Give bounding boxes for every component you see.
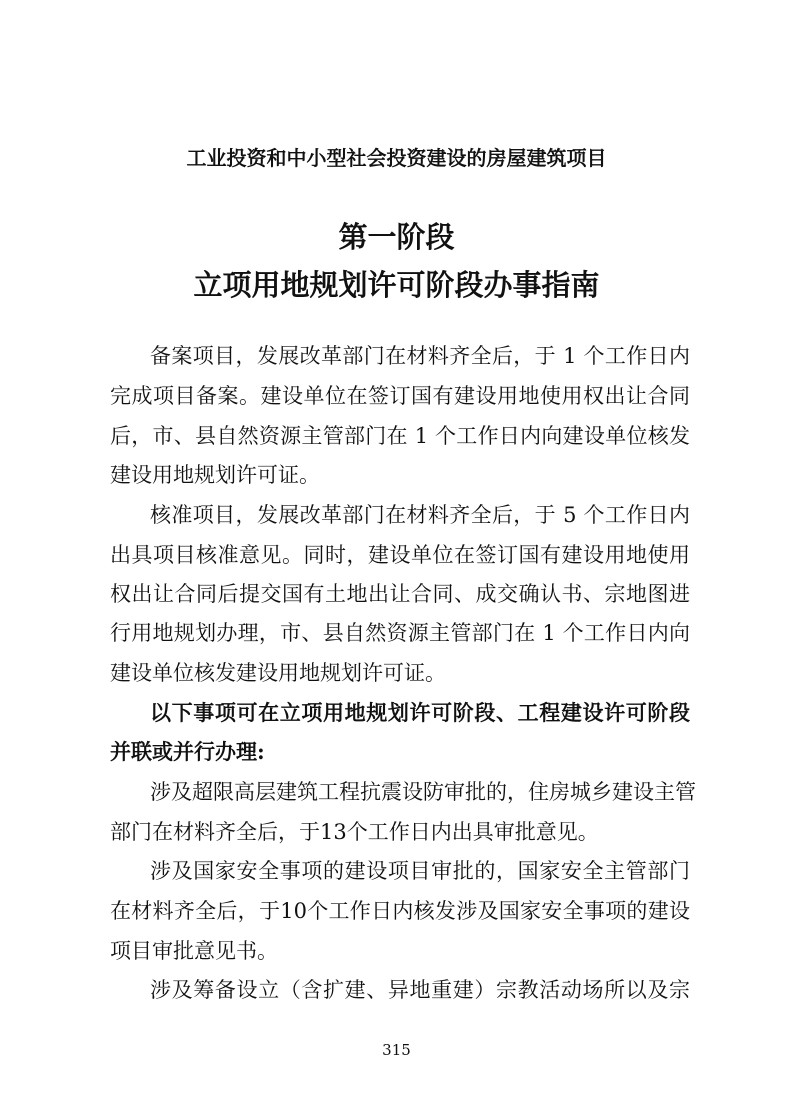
paragraph-2-line-3: 权出让合同后提交国有土地出让合同、成交确认书、宗地图进 (110, 582, 690, 606)
stage-subtitle: 立项用地规划许可阶段办事指南 (193, 268, 600, 302)
paragraph-1-line-1: 备案项目，发展改革部门在材料齐全后，于 1 个工作日内 (150, 344, 690, 368)
paragraph-4-line-2: 在材料齐全后，于10个工作日内核发涉及国家安全事项的建设 (110, 899, 690, 923)
paragraph-3-line-1: 涉及超限高层建筑工程抗震设防审批的，住房城乡建设主管 (150, 780, 696, 804)
paragraph-2-line-4: 行用地规划办理，市、县自然资源主管部门在 1 个工作日内向 (110, 621, 690, 645)
bold-paragraph-line-2: 并联或并行办理: (110, 739, 265, 764)
paragraph-4-line-1: 涉及国家安全事项的建设项目审批的，国家安全主管部门 (150, 859, 690, 883)
paragraph-1-line-2: 完成项目备案。建设单位在签订国有建设用地使用权出让合同 (110, 384, 690, 408)
section-heading: 工业投资和中小型社会投资建设的房屋建筑项目 (186, 146, 607, 170)
bold-paragraph-line-1: 以下事项可在立项用地规划许可阶段、工程建设许可阶段 (150, 700, 690, 725)
paragraph-1-line-3: 后，市、县自然资源主管部门在 1 个工作日内向建设单位核发 (110, 424, 690, 448)
paragraph-2-line-2: 出具项目核准意见。同时，建设单位在签订国有建设用地使用 (110, 543, 690, 567)
stage-title: 第一阶段 (338, 220, 455, 254)
paragraph-1-line-4: 建设用地规划许可证。 (110, 463, 320, 487)
paragraph-2-line-5: 建设单位核发建设用地规划许可证。 (110, 661, 446, 685)
paragraph-2-line-1: 核准项目，发展改革部门在材料齐全后，于 5 个工作日内 (150, 503, 690, 527)
paragraph-3-line-2: 部门在材料齐全后，于13个工作日内出具审批意见。 (110, 820, 599, 844)
paragraph-4-line-3: 项目审批意见书。 (110, 939, 278, 963)
paragraph-5-line-1: 涉及筹备设立（含扩建、异地重建）宗教活动场所以及宗 (150, 978, 690, 1002)
page-number: 315 (382, 1041, 411, 1059)
